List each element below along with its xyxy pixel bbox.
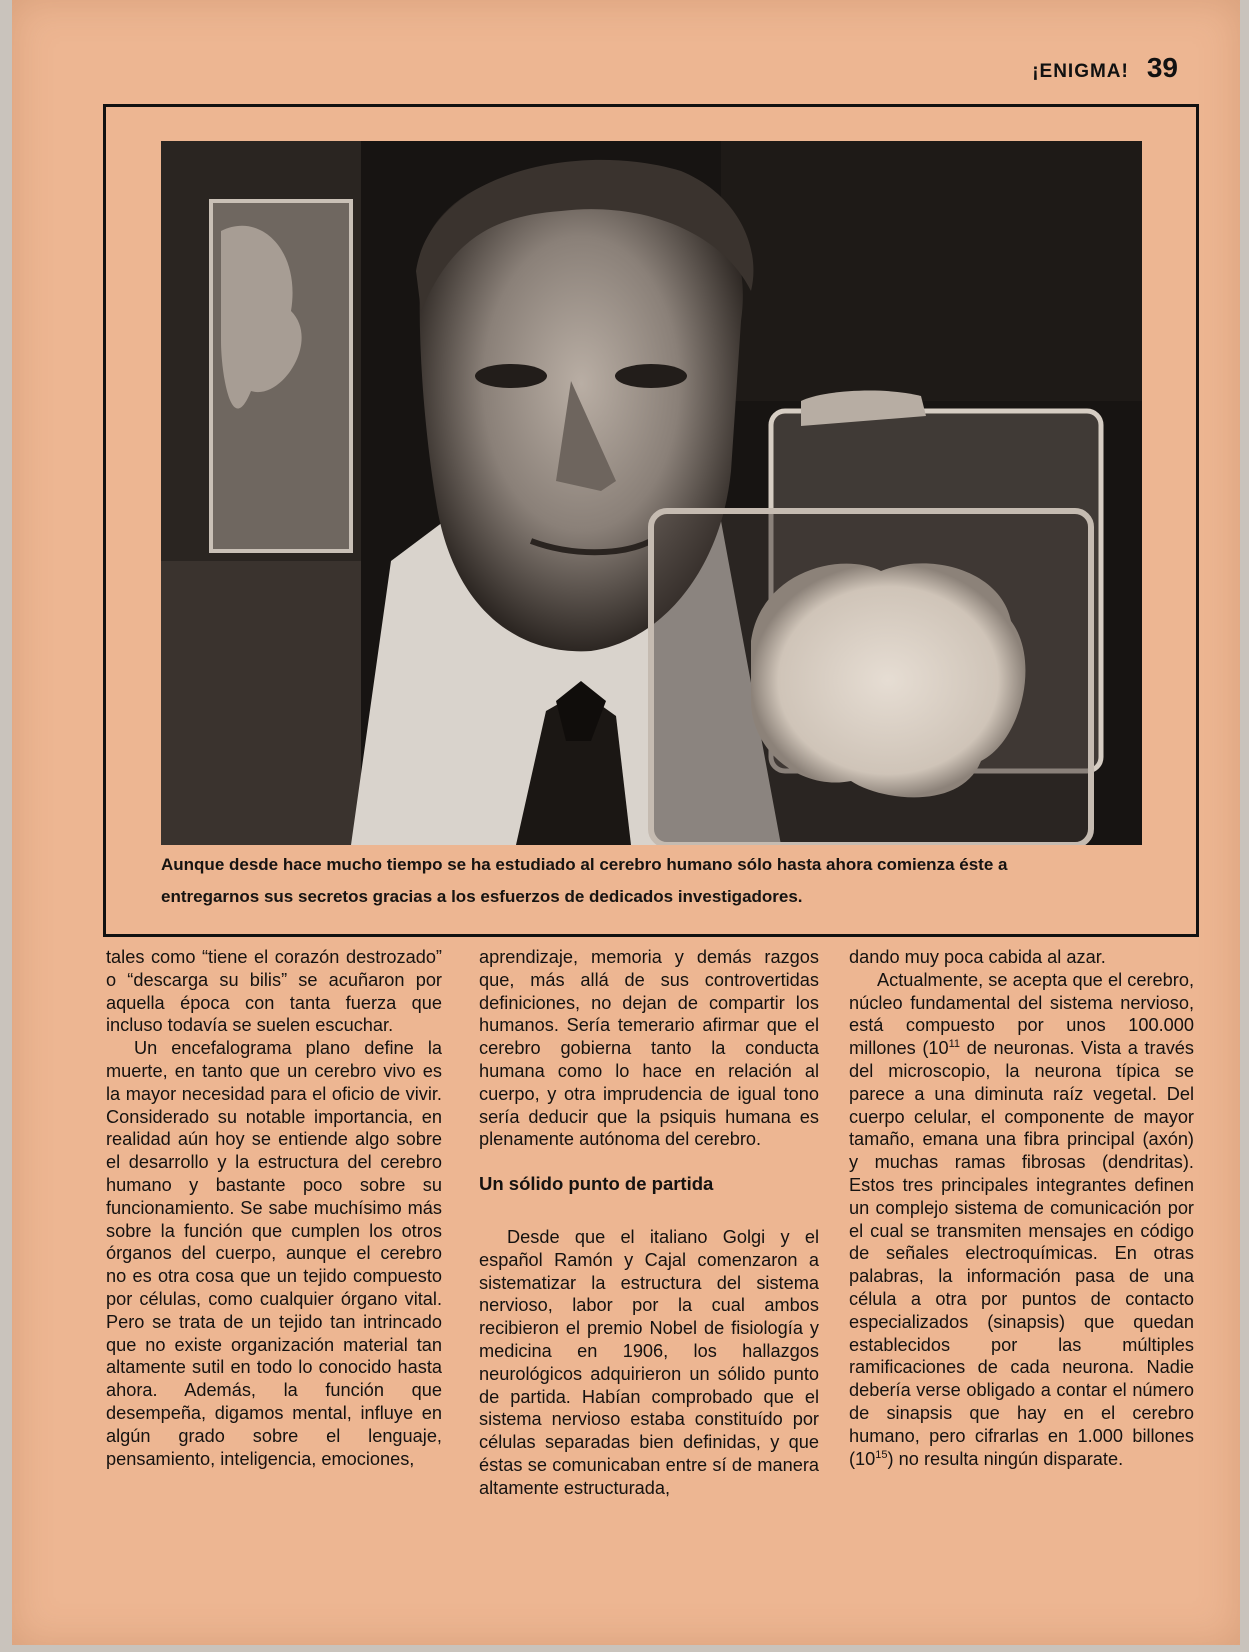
page-number: 39 (1146, 52, 1178, 83)
paragraph: tales como “tiene el corazón destrozado” o “descarga su bilis” se acuñaron por aquella época con tanta fuerza que incluso todavía se suelen escuchar. (106, 947, 442, 1036)
text-run: de neuronas. Vista a través del microscopio, la neurona típica se parece a una diminuta raíz vegetal. Del cuerpo celular, el componente de mayor tamaño, emana una fibra principal (axón) y muchas ramas fibrosas (dendritas). Estos tres principales integrantes definen un complejo sistema de comunicación por el cual se transmiten mensajes en código de señales electroquímicas. En otras palabras, la información pasa de una célula a otra por puntos de contacto especializados (sinapsis) que quedan establecidos por las múltiples ramificaciones de cada neurona. Nadie debería verse obligado a contar el número de sinapsis que hay en el cerebro humano, pero cifrarlas en 1.000 billones (10 (849, 1038, 1194, 1469)
text-run: ) no resulta ningún disparate. (887, 1448, 1124, 1469)
photo-caption: Aunque desde hace mucho tiempo se ha estudiado al cerebro humano sólo hasta ahora comienza éste a entregarnos sus secretos gracias a los esfuerzos de dedicados investigadores. (161, 855, 1008, 906)
magazine-page (12, 0, 1240, 1645)
paragraph: aprendizaje, memoria y demás razgos que, más allá de sus controvertidas definiciones, no dejan de compartir los humanos. Sería temerario afirmar que el cerebro gobierna tanto la conducta humana como lo hace en relación al cuerpo, y otra imprudencia de igual tono sería deducir que la psiquis humana es plenamente autónoma del cerebro. (479, 947, 819, 1150)
photo-illustration (161, 141, 1142, 845)
figure-frame (103, 104, 1199, 937)
article-column-1 (106, 946, 442, 1470)
magazine-name: ¡ENIGMA! (1032, 61, 1129, 82)
paragraph: Desde que el italiano Golgi y el español Ramón y Cajal comenzaron a sistematizar la estructura del sistema nervioso, labor por la cual ambos recibieron el premio Nobel de fisiología y medicina en 1906, los hallazgos neurológicos adquirieron un sólido punto de partida. Habían comprobado que el sistema nervioso estaba constituído por células separadas bien definidas, y que éstas se comunicaban entre sí de manera altamente estructurada, (479, 1226, 819, 1498)
article-column-3 (849, 946, 1194, 1470)
article-column-2 (479, 946, 819, 1500)
exponent: 15 (875, 1448, 888, 1461)
paragraph: Un encefalograma plano define la muerte, en tanto que un cerebro vivo es la mayor necesidad para el oficio de vivir. Considerado su notable importancia, en realidad aún hoy se entiende algo sobre el desarrollo y la estructura del cerebro humano y bastante poco sobre su funcionamiento. Se sabe muchísimo más sobre la función que cumplen los otros órganos del cuerpo, aunque el cerebro no es otra cosa que un tejido compuesto por células, como cualquier órgano vital. Pero se trata de un tejido tan intrincado que no existe organización material tan altamente sutil en todo lo conocido hasta ahora. Además, la función que desempeña, digamos mental, influye en algún grado sobre el lenguaje, pensamiento, inteligencia, emociones, (106, 1038, 442, 1469)
section-subheading: Un sólido punto de partida (479, 1173, 714, 1195)
page-header (1032, 52, 1178, 84)
text-run: Actualmente, se acepta que el cerebro, núcleo fundamental del sistema nervioso, está compuesto por unos 100.000 millones (10 (849, 969, 1194, 1059)
exponent: 11 (948, 1038, 961, 1051)
photo-scientist-with-brain-slices (161, 141, 1142, 845)
paragraph: dando muy poca cabida al azar. (849, 947, 1106, 967)
paragraph (849, 969, 1194, 1471)
